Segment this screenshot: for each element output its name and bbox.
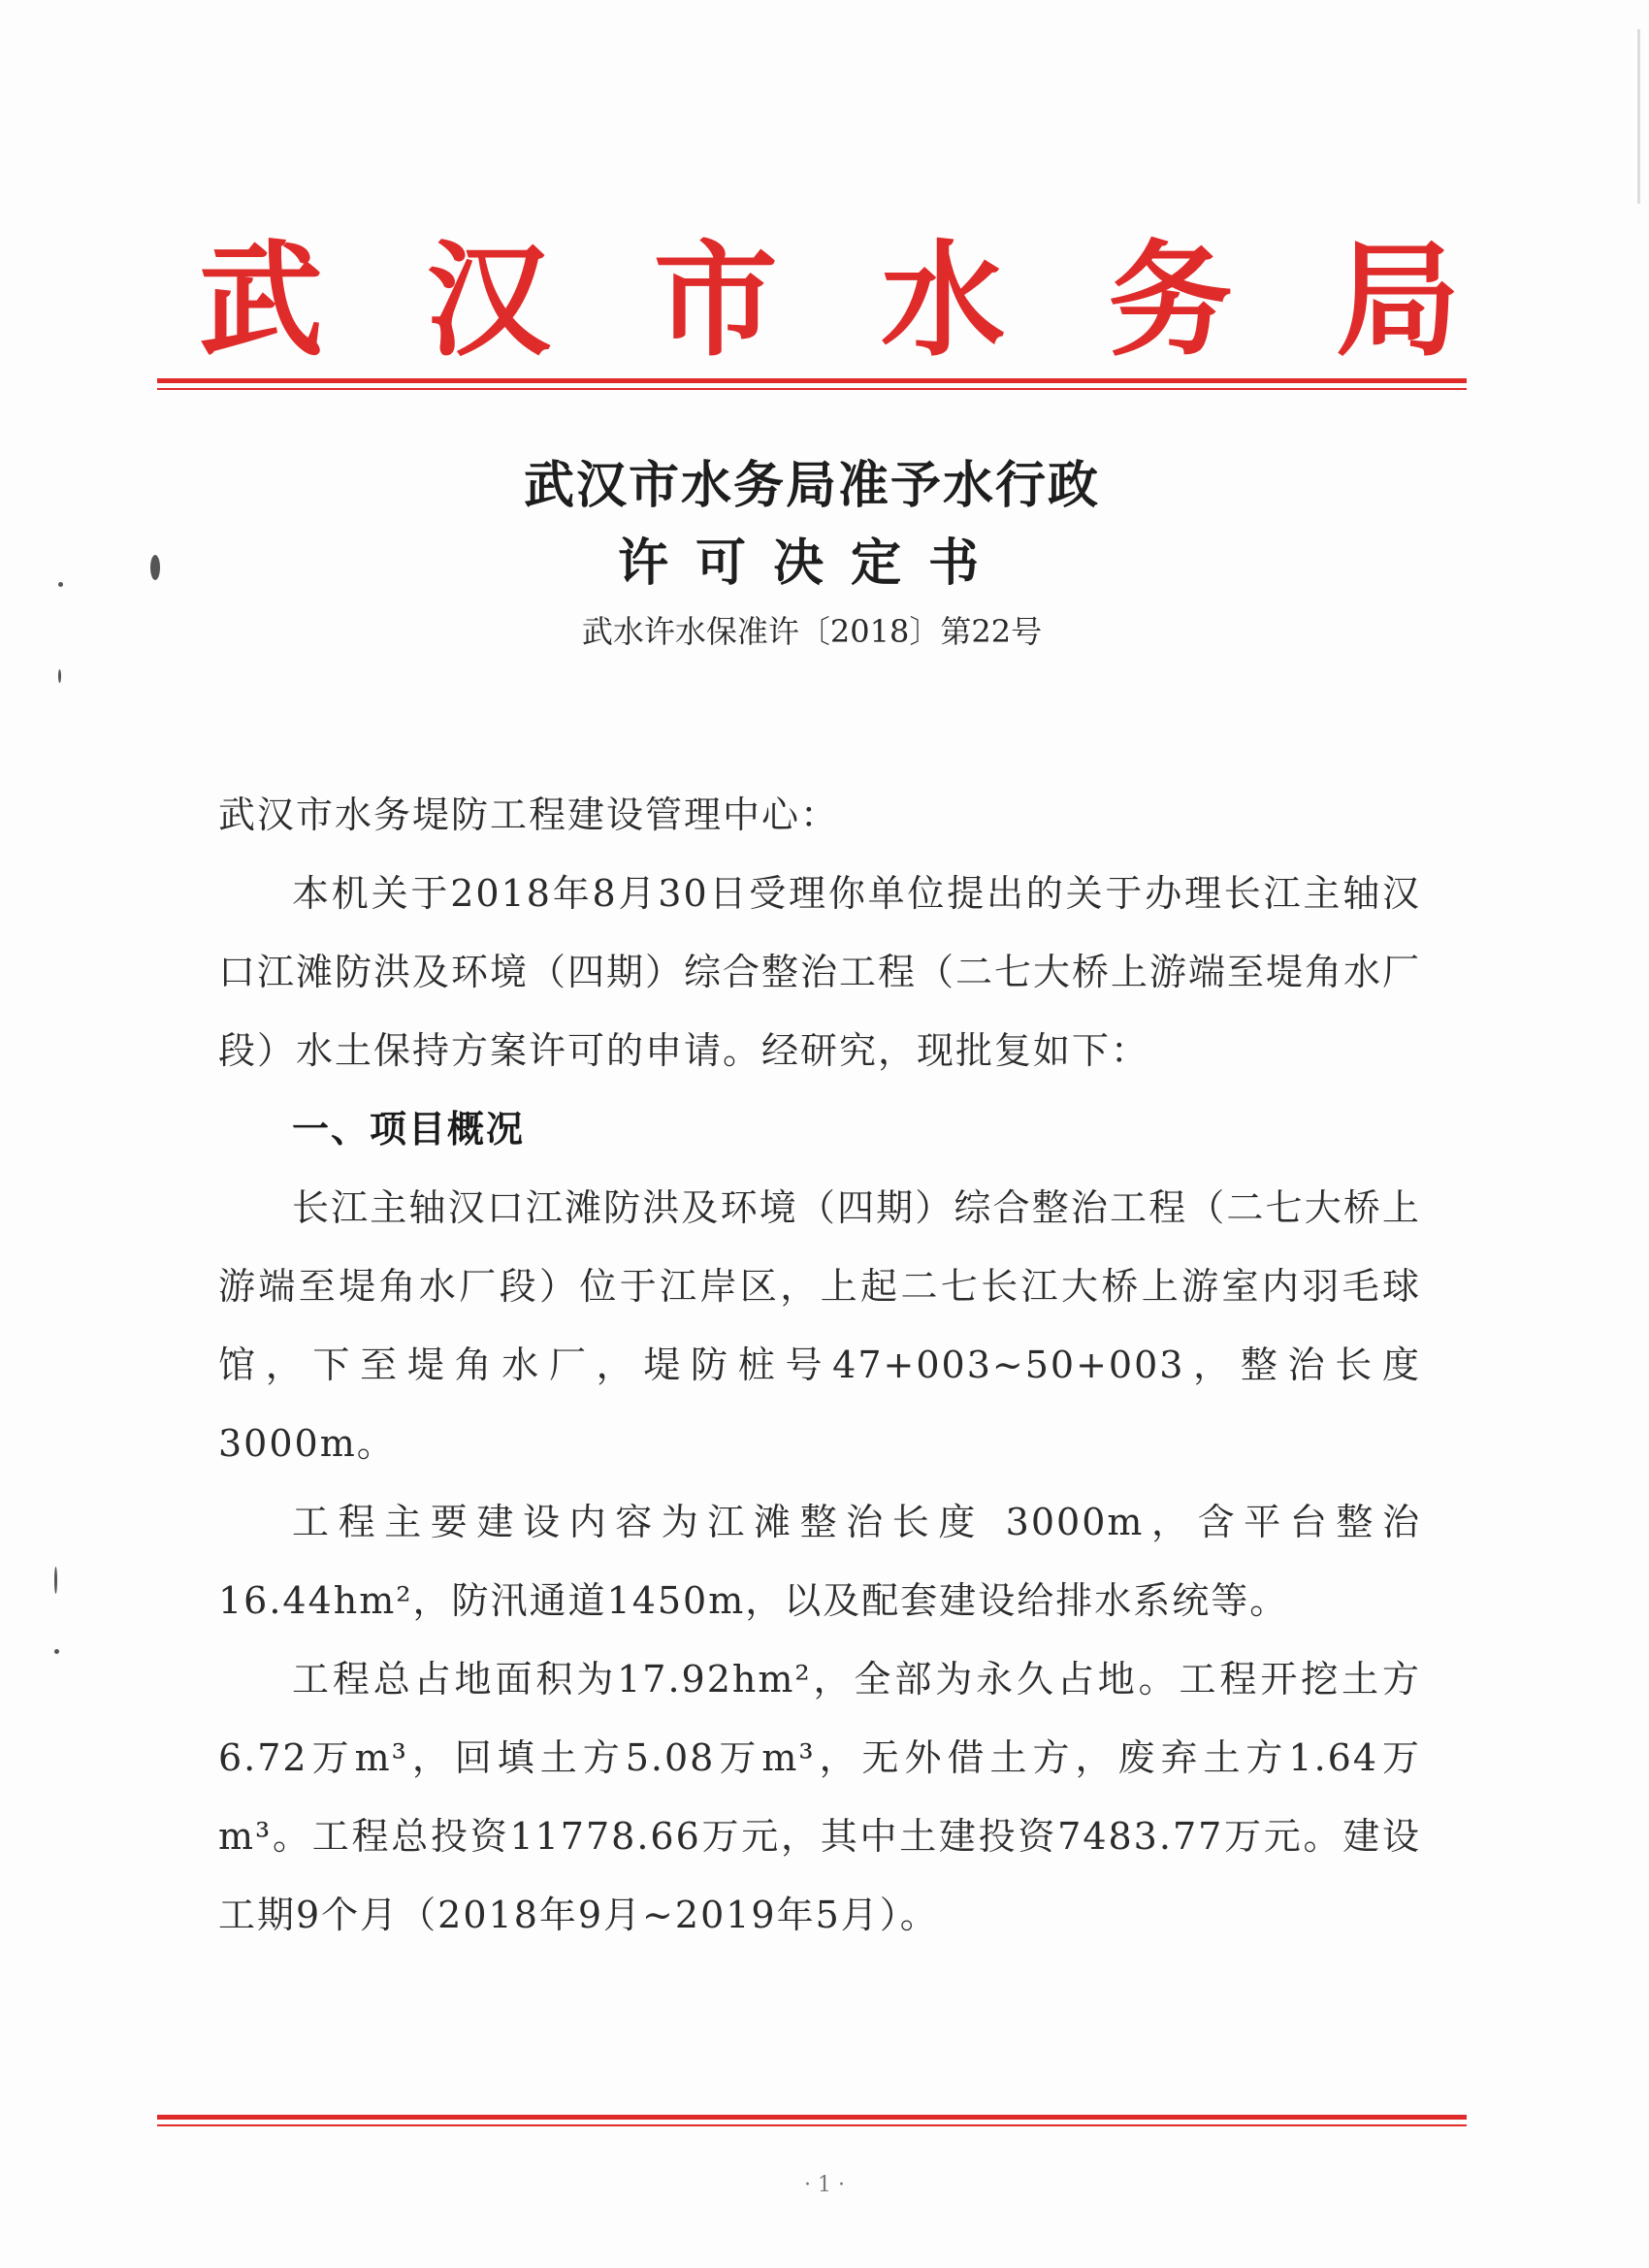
- body-paragraph: 工程主要建设内容为江滩整治长度 3000m，含平台整治16.44hm²，防汛通道1450m，以及配套建设给排水系统等。: [218, 1501, 1421, 1622]
- footer-rule-thin: [157, 2124, 1467, 2126]
- footer-rule-thick: [157, 2115, 1467, 2120]
- header-rule-thick: [157, 378, 1467, 383]
- scan-speck: [54, 1567, 57, 1594]
- scan-speck: [58, 582, 63, 587]
- masthead-char: 武: [199, 228, 324, 373]
- masthead-char: 局: [1335, 228, 1460, 373]
- document-title-line2: 许可决定书: [617, 534, 1006, 593]
- header-rule-thin: [157, 388, 1467, 390]
- masthead-char: 汉: [426, 228, 551, 373]
- scan-speck: [150, 555, 160, 580]
- body-paragraph: 长江主轴汉口江滩防洪及环境（四期）综合整治工程（二七大桥上游端至堤角水厂段）位于江岸区，上起二七长江大桥上游室内羽毛球馆，下至堤角水厂，堤防桩号47+003~50+003，整治长度3000m。: [218, 1186, 1421, 1465]
- body-paragraph: 工程总占地面积为17.92hm²，全部为永久占地。工程开挖土方6.72万m³，回填土方5.08万m³，无外借土方，废弃土方1.64万m³。工程总投资11778.66万元，其中土建投资7483.77万元。建设工期9个月（2018年9月~2019年5月）。: [218, 1658, 1421, 1936]
- addressee: 武汉市水务堤防工程建设管理中心：: [218, 794, 840, 836]
- document-title-line1: 武汉市水务局准予水行政: [523, 456, 1100, 515]
- section-heading: 一、项目概况: [292, 1108, 526, 1150]
- masthead-char: 务: [1108, 228, 1233, 373]
- agency-masthead: [199, 228, 1460, 373]
- document-number: 武水许水保准许〔2018〕第22号: [581, 613, 1043, 650]
- intro-paragraph: 本机关于2018年8月30日受理你单位提出的关于办理长江主轴汉口江滩防洪及环境（四期）综合整治工程（二七大桥上游端至堤角水厂段）水土保持方案许可的申请。经研究，现批复如下：: [218, 872, 1422, 1072]
- page-number: · 1 ·: [804, 2173, 845, 2197]
- scan-edge: [1637, 29, 1640, 204]
- masthead-char: 水: [881, 228, 1006, 373]
- masthead-char: 市: [653, 228, 778, 373]
- scan-speck: [58, 669, 61, 683]
- scan-speck: [54, 1649, 59, 1654]
- document-body: [218, 776, 1421, 1955]
